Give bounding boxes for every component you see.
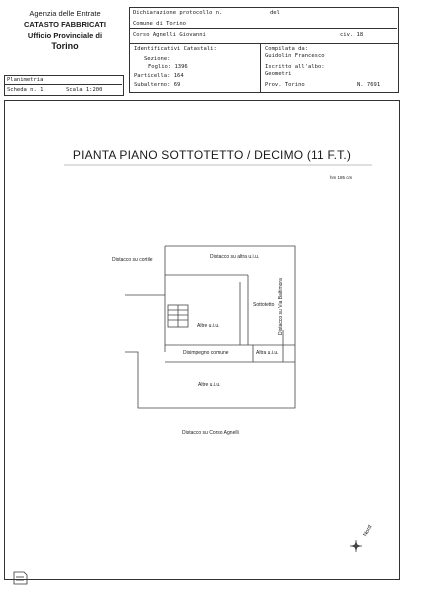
numero-text: N. 7691	[357, 82, 381, 88]
iscritto-label: Iscritto all'albo:	[265, 64, 325, 70]
protocollo-label: Dichiarazione protocollo n.	[133, 10, 223, 16]
label-nord: Nord	[362, 524, 374, 538]
label-cortile: Distacco su cortile	[112, 257, 153, 263]
compilata-label: Compilata da:	[265, 46, 309, 52]
del-label: del	[270, 10, 280, 16]
plan-title: PIANTA PIANO SOTTOTETTO / DECIMO (11 F.T.)	[72, 148, 352, 162]
planimetria-label: Planimetria	[7, 77, 44, 83]
height-note: hm 185 cm	[330, 175, 353, 180]
scala-label: Scala 1:200	[66, 87, 103, 93]
label-corso-agnelli: Distacco su Corso Agnelli	[182, 430, 239, 436]
catasto-title: CATASTO FABBRICATI	[24, 20, 106, 29]
label-via-baltimora: Distacco su Via Baltimora	[278, 278, 284, 335]
label-altre-uiu-2: Altre u.i.u.	[198, 382, 221, 388]
label-sottotetto: Sottotetto	[253, 302, 275, 308]
label-altra-uiu-top: Distacco su altra u.i.u.	[210, 254, 260, 260]
prov-text: Prov. Torino	[265, 82, 305, 88]
compilatore-text: Guidolin Francesco	[265, 53, 325, 59]
civico-text: civ. 18	[340, 32, 364, 38]
subalterno-text: Subalterno: 69	[134, 82, 181, 88]
ident-label: Identificativi Catastali:	[134, 46, 217, 52]
agency-name: Agenzia delle Entrate	[29, 9, 101, 18]
comune-text: Comune di Torino	[133, 21, 186, 27]
foglio-text: Foglio: 1396	[148, 64, 188, 70]
sezione-text: Sezione:	[144, 56, 171, 62]
indirizzo-text: Corso Agnelli Giovanni	[133, 32, 206, 38]
particella-text: Particella: 164	[134, 73, 184, 79]
label-altra-uiu-right: Altra u.i.u.	[256, 350, 279, 356]
label-disimpegno: Disimpegno comune	[183, 350, 229, 356]
ufficio-label: Ufficio Provinciale di	[27, 31, 103, 40]
albo-text: Geometri	[265, 71, 292, 77]
city-label: Torino	[51, 41, 79, 51]
scheda-label: Scheda n. 1	[7, 87, 44, 93]
label-altre-uiu-1: Altre u.i.u.	[197, 323, 220, 329]
